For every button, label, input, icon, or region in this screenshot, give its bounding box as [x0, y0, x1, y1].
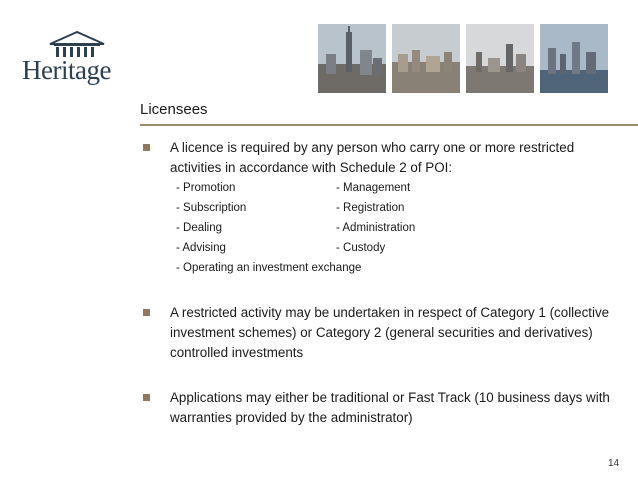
activity-item: - Promotion: [176, 182, 236, 194]
bullet-text: A licence is required by any person who carry one or more restricted activities in accordance with Schedule 2 of POI:: [170, 140, 575, 175]
heritage-logo: [20, 30, 128, 85]
activity-item: - Administration: [336, 222, 416, 234]
page-number: 14: [608, 458, 620, 469]
activity-item: - Dealing: [176, 222, 223, 234]
activity-item: - Custody: [336, 242, 386, 254]
bullet-square-icon: [143, 309, 150, 316]
city-photo-2: [392, 24, 460, 93]
activity-item: - Subscription: [176, 202, 247, 214]
bullet-text: A restricted activity may be undertaken in respect of Category 1 (collective investment schemes) or Category 2 (general securities and derivatives) controlled investments: [170, 305, 610, 360]
city-photo-3: [466, 24, 534, 93]
activity-item: - Registration: [336, 202, 405, 214]
city-photo-1: [318, 24, 386, 93]
bullet-text: Applications may either be traditional or Fast Track (10 business days with warranties provided by the administrator): [170, 390, 610, 425]
city-photo-4: [540, 24, 608, 93]
activity-item: - Operating an investment exchange: [176, 262, 362, 274]
title-divider: [140, 124, 638, 126]
slide-title: Licensees: [140, 101, 208, 118]
bullet-square-icon: [143, 144, 150, 151]
activity-item: - Management: [336, 182, 411, 194]
activity-item: - Advising: [176, 242, 226, 254]
header-photo-strip: [318, 24, 608, 93]
bullet-square-icon: [143, 394, 150, 401]
logo-wordmark: Heritage: [22, 55, 111, 85]
